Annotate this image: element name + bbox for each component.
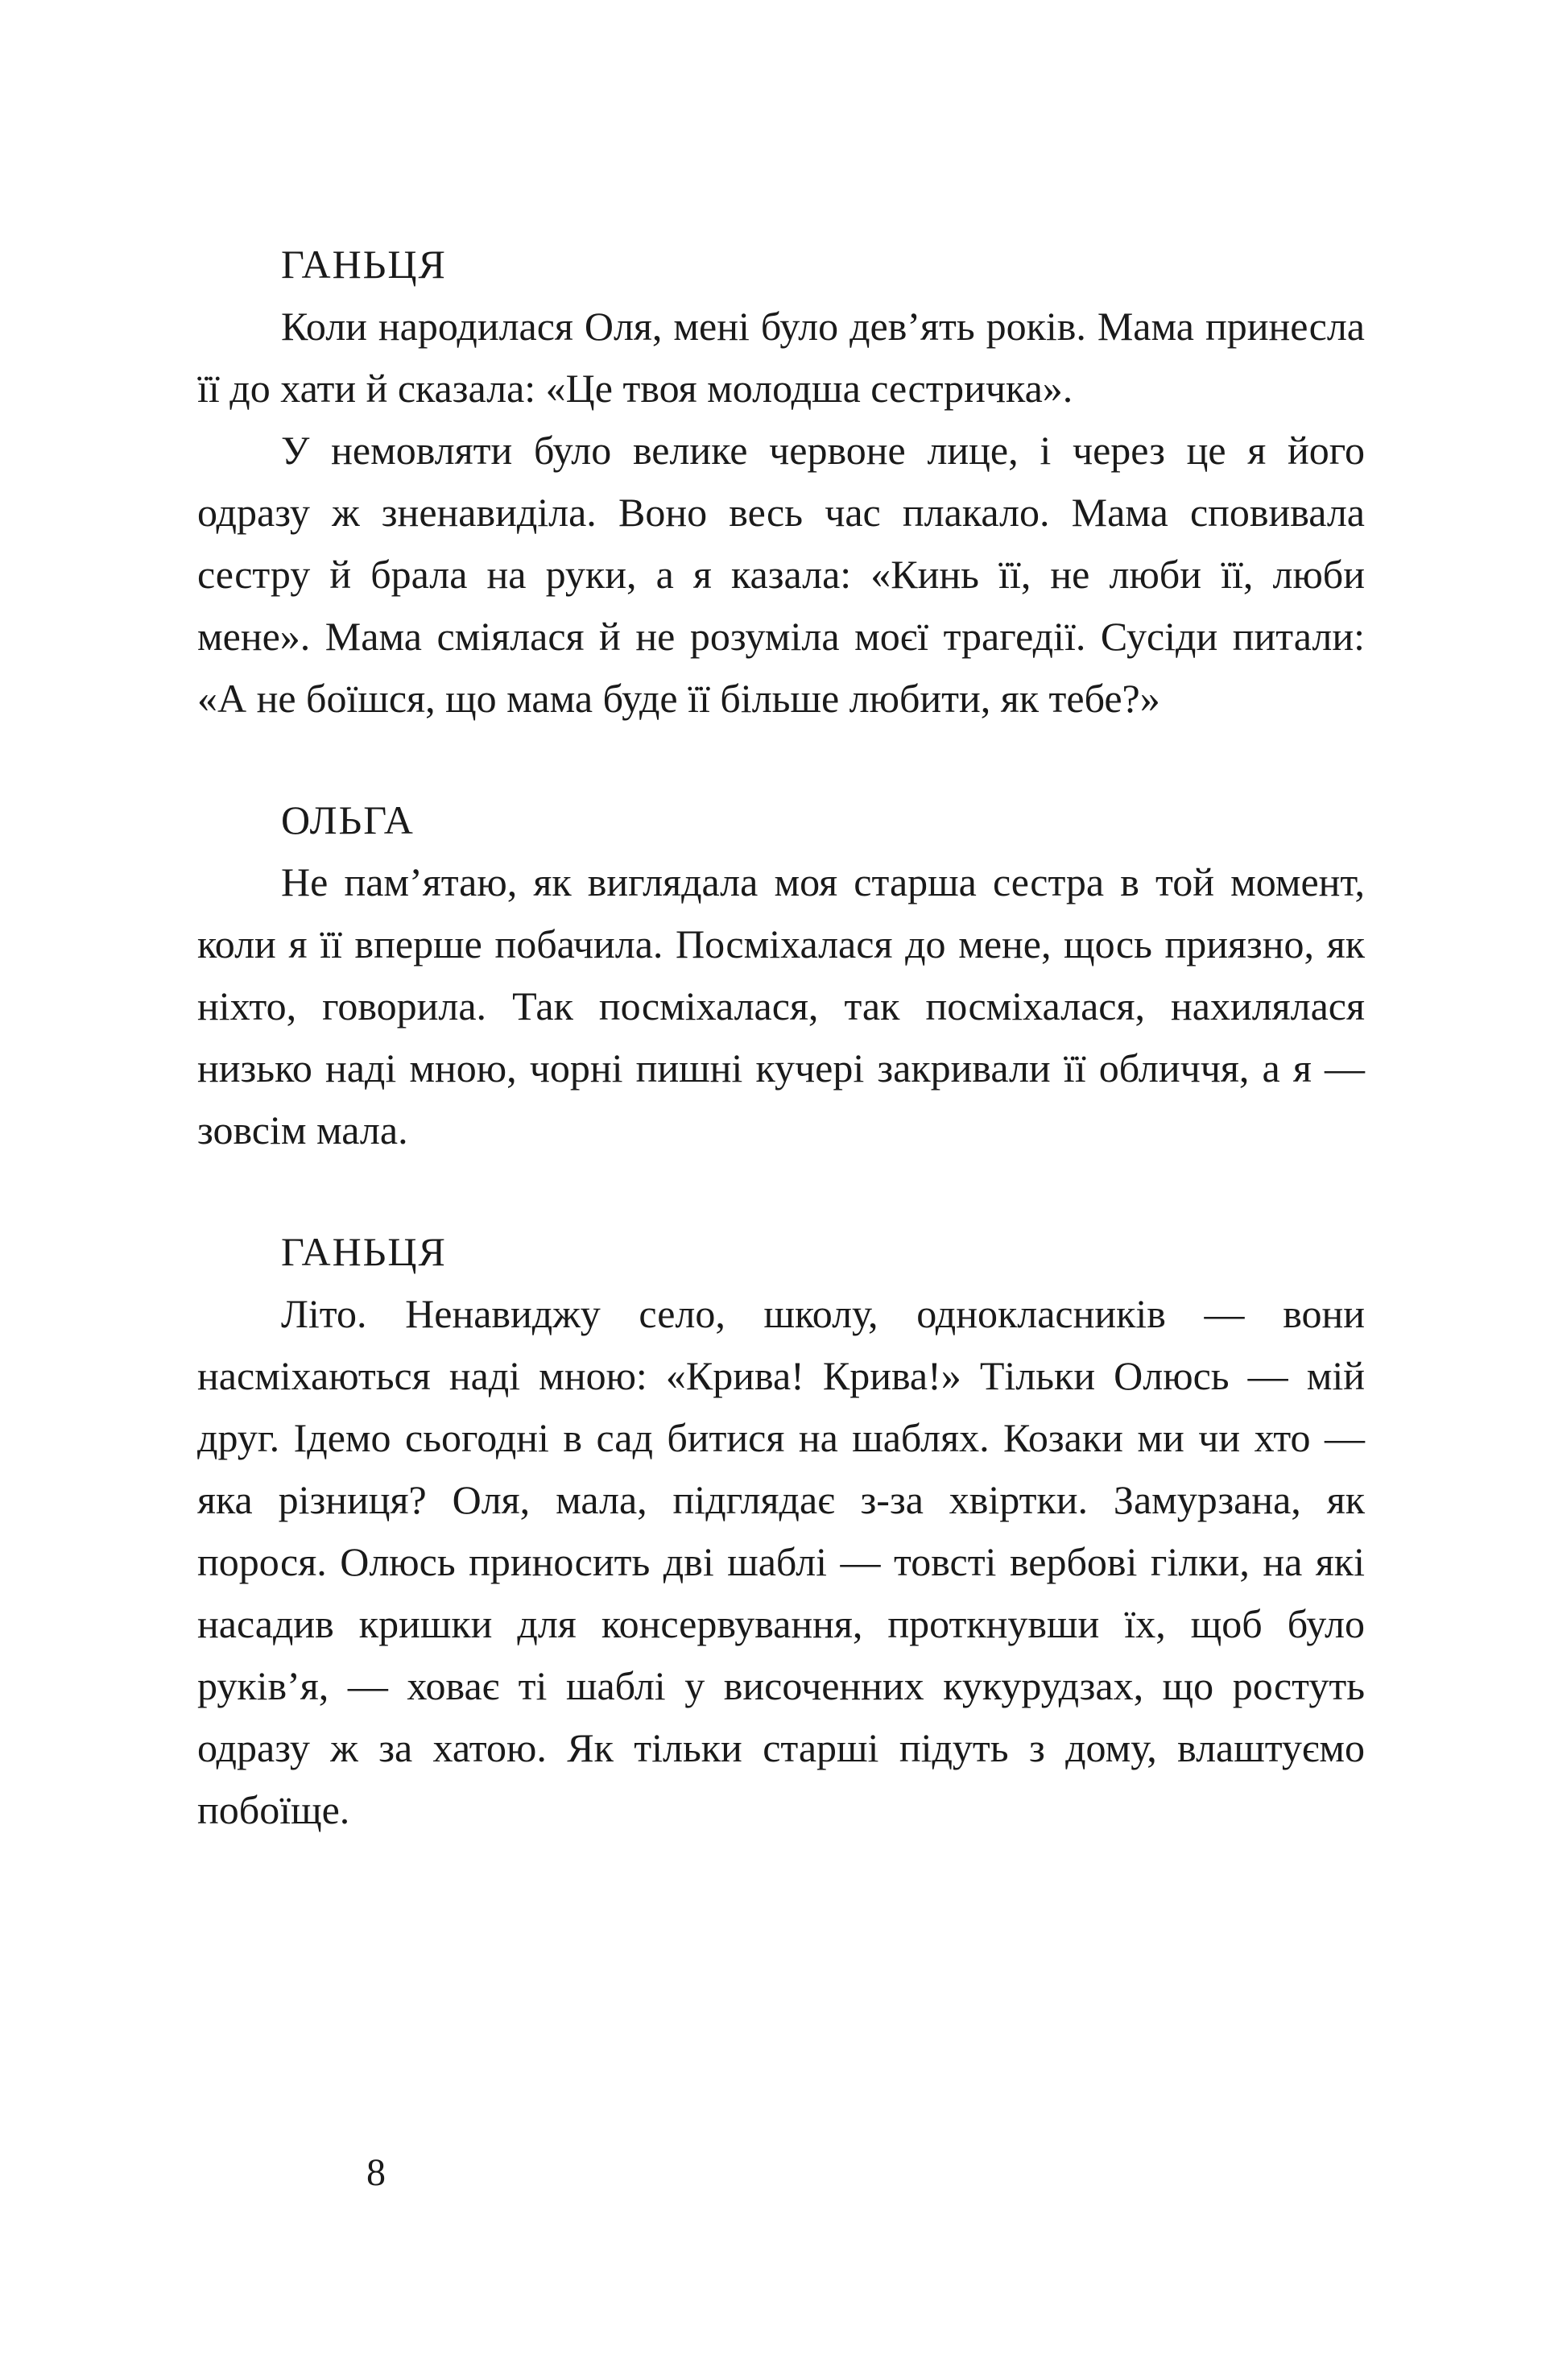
page-number: 8 xyxy=(366,2151,386,2194)
paragraph: Коли народилася Оля, мені було дев’ять років. Мама принесла її до хати й сказала: «Це твоя молодша сестричка». xyxy=(197,304,1365,411)
section-heading: ОЛЬГА xyxy=(281,797,415,842)
section-hantsia-2 xyxy=(197,1221,1365,1841)
paragraph: Не пам’ятаю, як виглядала моя старша сестра в той момент, коли я її вперше побачила. Посміхалася до мене, щось приязно, як ніхто, говорила. Так посміхалася, так посміхалася, нахилялася низько наді мною, чорні пишні кучері закривали її обличчя, а я — зовсім мала. xyxy=(197,859,1365,1153)
paragraph: У немовляти було велике червоне лице, і через це я його одразу ж зненавиділа. Воно весь час плакало. Мама сповивала сестру й брала на руки, а я казала: «Кинь її, не люби її, люби мене». Мама сміялася й не розуміла моєї трагедії. Сусіди питали: «А не боїшся, що мама буде її більше любити, як тебе?» xyxy=(197,428,1365,721)
section-heading: ГАНЬЦЯ xyxy=(281,1229,447,1274)
section-hantsia-1 xyxy=(197,234,1365,730)
section-olha xyxy=(197,789,1365,1161)
paragraph: Літо. Ненавиджу село, школу, однокласників — вони насміхаються наді мною: «Крива! Крива!» Тільки Олюсь — мій друг. Ідемо сьогодні в сад битися на шаблях. Козаки ми чи хто — яка різниця? Оля, мала, підглядає з-за хвіртки. Замурзана, як порося. Олюсь приносить дві шаблі — товсті вербові гілки, на які насадив кришки для консервування, проткнувши їх, щоб було руків’я, — ховає ті шаблі у височенних кукурудзах, що ростуть одразу ж за хатою. Як тільки старші підуть з дому, влаштуємо побоїще. xyxy=(197,1291,1365,1832)
text-column xyxy=(197,234,1365,1841)
section-heading: ГАНЬЦЯ xyxy=(281,242,447,287)
